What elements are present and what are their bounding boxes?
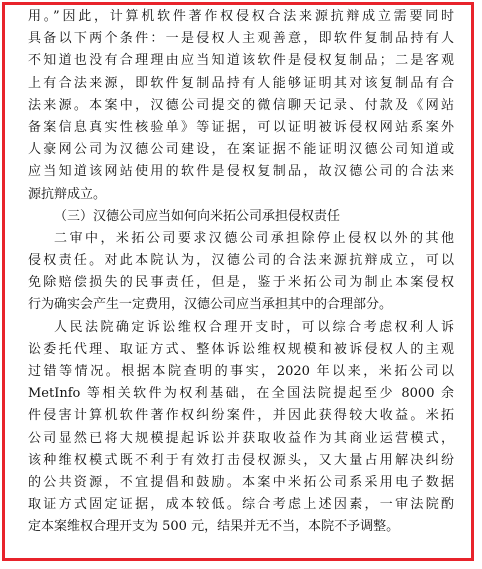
text-line: 不知道也没有合理理由应当知道该软件是侵权复制品；二是客观 [28, 53, 454, 69]
text-line: 具备以下两个条件：一是侵权人主观善意，即软件复制品持有人 [28, 31, 454, 47]
text-line: 讼委托代理、取证方式、整体诉讼维权规模和被诉侵权人的主观 [28, 341, 454, 357]
document-body [28, 6, 454, 539]
text-line: 人豪网公司为汉德公司建设，在案证据不能证明汉德公司知道或 [28, 142, 454, 158]
text-line: 定本案维权合理开支为 500 元，结果并无不当，本院不予调整。 [28, 519, 400, 535]
text-line: 行为确实会产生一定费用，汉德公司应当承担其中的合理部分。 [28, 297, 393, 313]
text-line: 用。”因此，计算机软件著作权侵权合法来源抗辩成立需要同时 [28, 9, 454, 24]
text-line: 法来源。本案中，汉德公司提交的微信聊天记录、付款及《网站 [28, 97, 454, 113]
text-line: 人民法院确定诉讼维权合理开支时，可以综合考虑权利人诉 [54, 319, 454, 335]
text-line: 取证方式固定证据，成本较低。综合考虑上述因素，一审法院酌 [28, 497, 454, 513]
section-heading: （三）汉德公司应当如何向米拓公司承担侵权责任 [54, 208, 341, 224]
text-line: 件侵害计算机软件著作权纠纷案件，并因此获得较大收益。米拓 [28, 408, 454, 424]
text-line: 过错等情况。根据本院查明的事实，2020 年以来，米拓公司以 [28, 364, 454, 379]
text-line: MetInfo 等相关软件为权利基础，在全国法院提起至少 8000 余 [28, 386, 454, 402]
text-line: 侵权责任。对此本院认为，汉德公司的合法来源抗辩成立，可以 [28, 253, 454, 269]
text-line: 该种维权模式既不利于有效打击侵权源头，又大量占用解决纠纷 [28, 452, 454, 468]
text-line: 备案信息真实性核验单》等证据，可以证明被诉侵权网站系案外 [28, 119, 454, 135]
text-line: 的公共资源，不宜提倡和鼓励。本案中米拓公司系采用电子数据 [28, 474, 454, 490]
text-line: 公司显然已将大规模提起诉讼并获取收益作为其商业运营模式， [28, 430, 454, 446]
text-line: 上有合法来源，即软件复制品持有人能够证明其对该复制品有合 [28, 75, 454, 91]
text-line: 二审中，米拓公司要求汉德公司承担除停止侵权以外的其他 [54, 230, 454, 246]
text-line: 免除赔偿损失的民事责任，但是，鉴于米拓公司为制止本案侵权 [28, 275, 454, 291]
text-line: 应当知道该网站使用的软件是侵权复制品，故汉德公司的合法来 [28, 164, 454, 180]
text-line: 源抗辩成立。 [28, 186, 107, 202]
